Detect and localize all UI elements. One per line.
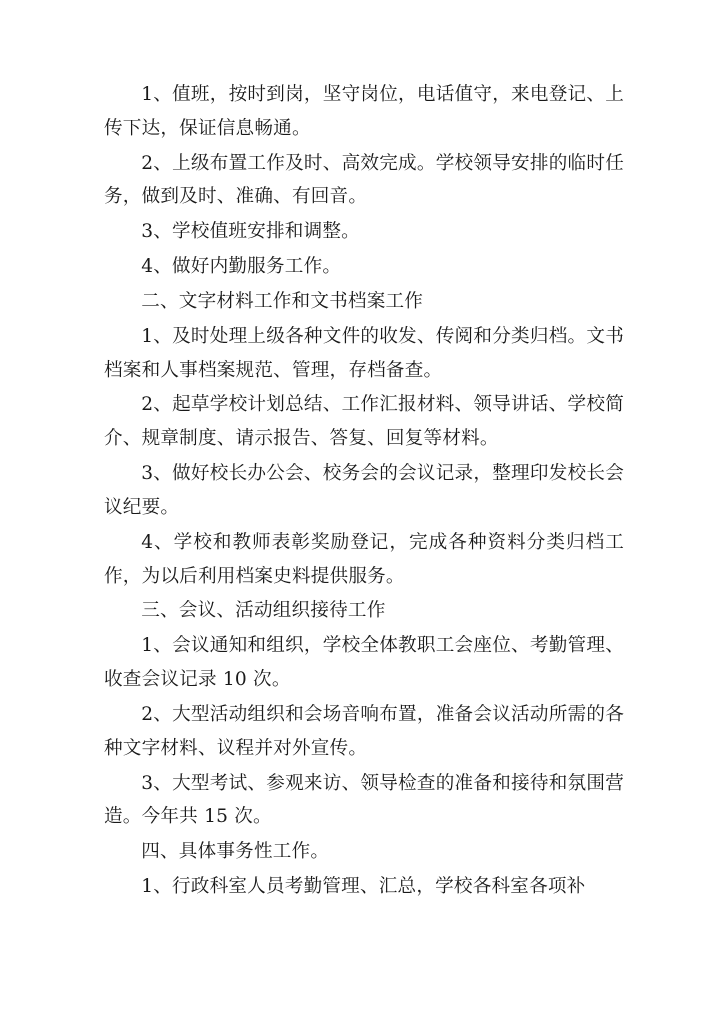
paragraph: 4、学校和教师表彰奖励登记，完成各种资料分类归档工作，为以后利用档案史料提供服务。: [104, 531, 624, 587]
paragraph: 4、做好内勤服务工作。: [141, 256, 342, 278]
section-heading: 三、会议、活动组织接待工作: [141, 600, 386, 622]
paragraph: 3、大型考试、参观来访、领导检查的准备和接待和氛围营造。今年共 15 次。: [104, 772, 624, 828]
paragraph: 2、起草学校计划总结、工作汇报材料、领导讲话、学校简介、规章制度、请示报告、答复、回复等材料。: [104, 394, 624, 450]
paragraph: 2、上级布置工作及时、高效完成。学校领导安排的临时任务，做到及时、准确、有回音。: [104, 152, 624, 208]
paragraph: 1、行政科室人员考勤管理、汇总，学校各科室各项补: [141, 876, 586, 898]
paragraph: 2、大型活动组织和会场音响布置，准备会议活动所需的各种文字材料、议程并对外宣传。: [104, 703, 624, 759]
section-heading: 二、文字材料工作和文书档案工作: [141, 290, 424, 312]
paragraph: 1、值班，按时到岗，坚守岗位，电话值守，来电登记、上传下达，保证信息畅通。: [104, 84, 624, 139]
paragraph: 1、会议通知和组织，学校全体教职工会座位、考勤管理、收查会议记录 10 次。: [104, 635, 624, 691]
document-body: [104, 78, 624, 904]
paragraph: 3、做好校长办公会、校务会的会议记录，整理印发校长会议纪要。: [104, 463, 624, 518]
section-heading: 四、具体事务性工作。: [141, 841, 330, 863]
paragraph: 3、学校值班安排和调整。: [141, 221, 360, 243]
paragraph: 1、及时处理上级各种文件的收发、传阅和分类归档。文书档案和人事档案规范、管理，存档备查。: [104, 325, 624, 381]
